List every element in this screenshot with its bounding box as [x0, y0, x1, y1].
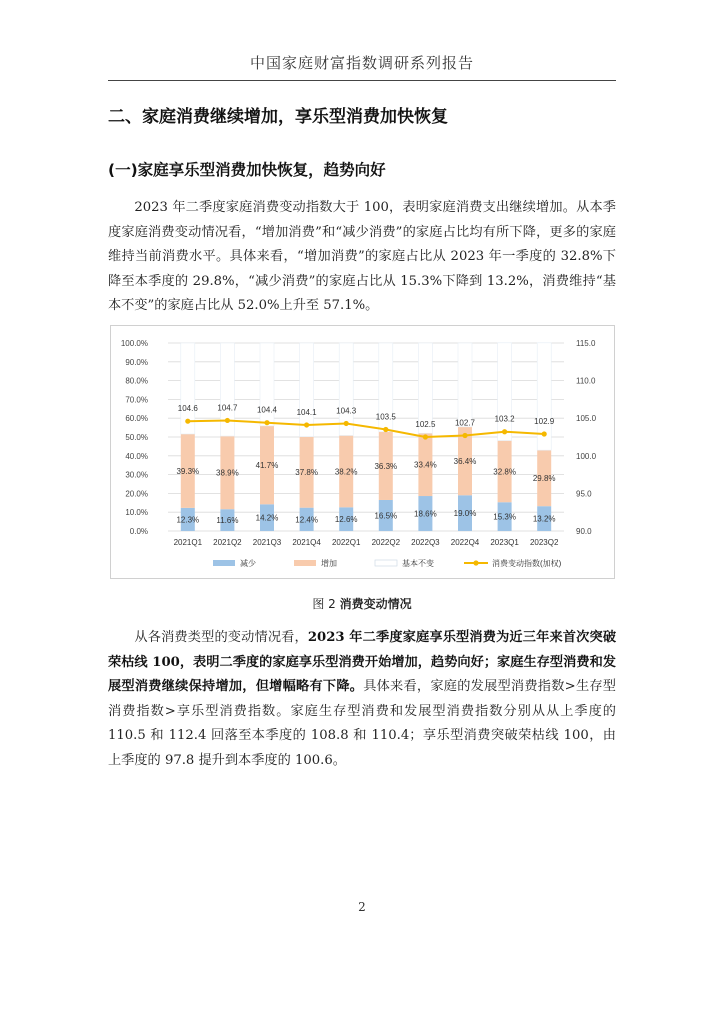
label-index: 104.7: [217, 403, 238, 413]
label-decrease: 13.2%: [532, 514, 556, 524]
legend-label: 基本不变: [402, 559, 434, 568]
y-right-tick-label: 105.0: [576, 414, 597, 424]
index-point: [542, 431, 547, 436]
label-decrease: 14.2%: [255, 513, 279, 523]
index-point: [383, 427, 388, 432]
figure-caption: [108, 595, 616, 612]
y-left-tick-label: 0.0%: [129, 527, 148, 536]
y-left-tick-label: 90.0%: [125, 357, 148, 367]
label-decrease: 15.3%: [493, 512, 516, 522]
y-left-tick-label: 50.0%: [125, 433, 148, 442]
y-right-tick-label: 100.0: [576, 451, 597, 461]
paragraph-2-bold: 2023 年二季度家庭享乐型消费为近三年来首次突破荣枯线 100，表明二季度的家庭享乐型消费开始增加，趋势向好；家庭生存型消费和发展型消费继续保持增加，但增幅略有下降。: [108, 630, 617, 694]
label-increase: 38.9%: [216, 468, 239, 478]
x-tick-label: 2021Q1: [173, 538, 203, 547]
index-point: [264, 420, 269, 425]
label-index: 103.2: [494, 414, 515, 424]
paragraph-2-lead: 从各消费类型的变动情况看，: [134, 630, 308, 645]
running-header: 中国家庭财富指数调研系列报告: [249, 54, 474, 72]
label-decrease: 18.6%: [414, 509, 437, 519]
bar-unchanged: [498, 343, 512, 441]
x-tick-label: 2023Q1: [490, 538, 519, 547]
label-decrease: 12.3%: [176, 515, 200, 525]
x-tick-label: 2022Q2: [371, 538, 401, 547]
y-right-tick-label: 90.0: [576, 527, 592, 536]
y-left-tick-label: 80.0%: [125, 376, 148, 386]
x-tick-label: 2021Q4: [292, 538, 321, 547]
bar-unchanged: [458, 343, 472, 427]
index-point: [304, 422, 309, 427]
y-right-tick-label: 115.0: [576, 339, 596, 348]
y-left-tick-label: 60.0%: [125, 414, 148, 424]
x-tick-label: 2022Q3: [411, 538, 440, 547]
section-heading: 二、家庭消费继续增加，享乐型消费加快恢复: [108, 107, 448, 127]
label-increase: 37.8%: [295, 468, 318, 478]
paragraph-2-rest: 具体来看，家庭的发展型消费指数>生存型消费指数>享乐型消费指数。家庭生存型消费和发展型消费指数分别从从上季度的 110.5 和 112.4 回落至本季度的 108.8 和 110.4；享乐型消费突破荣枯线 100，由上季度的 97.8 提升到本季度的 100.6。: [108, 679, 616, 768]
label-decrease: 16.5%: [374, 511, 398, 521]
legend-label: 消费变动指数(加权): [492, 559, 562, 568]
legend-label: 增加: [321, 559, 337, 568]
index-line: [188, 420, 544, 437]
y-right-tick-label: 110.0: [576, 376, 596, 386]
y-left-tick-label: 100.0%: [120, 339, 148, 348]
index-point: [185, 419, 190, 424]
label-increase: 39.3%: [176, 466, 200, 476]
y-left-tick-label: 10.0%: [125, 508, 148, 518]
label-index: 104.1: [296, 407, 317, 417]
label-increase: 38.2%: [334, 467, 358, 477]
consumption-change-chart: [110, 325, 615, 579]
label-index: 102.5: [415, 420, 436, 429]
label-index: 104.4: [256, 405, 278, 415]
y-left-tick-label: 40.0%: [125, 451, 148, 461]
legend-swatch: [375, 560, 397, 566]
legend-swatch: [213, 560, 235, 566]
label-decrease: 12.4%: [295, 515, 318, 525]
label-index: 104.3: [336, 406, 357, 416]
label-index: 102.7: [454, 418, 476, 428]
index-point: [502, 429, 507, 434]
y-right-tick-label: 95.0: [576, 489, 592, 499]
label-decrease: 19.0%: [453, 509, 477, 519]
index-point: [423, 434, 428, 439]
label-index: 102.9: [534, 416, 555, 426]
legend-label: 减少: [240, 559, 256, 568]
header-rule: [108, 80, 616, 81]
label-increase: 41.7%: [255, 461, 279, 471]
x-tick-label: 2022Q1: [331, 538, 361, 547]
label-index: 103.5: [375, 412, 396, 422]
index-point: [225, 418, 230, 423]
figure-title: 消费变动情况: [339, 597, 412, 611]
index-point: [462, 433, 467, 438]
label-decrease: 11.6%: [216, 516, 239, 526]
label-increase: 29.8%: [532, 474, 556, 484]
figure-number: 图 2: [312, 597, 336, 611]
y-left-tick-label: 30.0%: [125, 470, 148, 480]
y-left-tick-label: 20.0%: [125, 489, 148, 499]
index-point: [344, 421, 349, 426]
x-tick-label: 2021Q3: [252, 538, 282, 547]
x-tick-label: 2023Q2: [529, 538, 559, 547]
label-index: 104.6: [177, 404, 198, 414]
label-decrease: 12.6%: [334, 515, 358, 525]
chart-svg: [111, 326, 614, 578]
x-tick-label: 2021Q2: [213, 538, 242, 547]
page-number: 2: [358, 900, 366, 914]
legend-swatch: [294, 560, 316, 566]
legend-line-marker: [473, 560, 478, 565]
label-increase: 33.4%: [414, 460, 437, 470]
x-tick-label: 2022Q4: [450, 538, 480, 547]
paragraph-2: [108, 626, 616, 773]
y-left-tick-label: 70.0%: [125, 395, 148, 405]
label-increase: 36.3%: [374, 461, 398, 471]
subsection-heading: (一)家庭享乐型消费加快恢复，趋势向好: [108, 161, 386, 179]
label-increase: 36.4%: [453, 457, 477, 467]
label-increase: 32.8%: [493, 467, 516, 477]
paragraph-1: 2023 年二季度家庭消费变动指数大于 100，表明家庭消费支出继续增加。从本季度家庭消费变动情况看，“增加消费”和“减少消费”的家庭占比均有所下降，更多的家庭维持当前消费水平。具体来看，“增加消费”的家庭占比从 2023 年一季度的 32.8%下降至本季度的 29.8%，“减少消费”的家庭占比从 15.3%下降到 13.2%，消费维持“基本不变”的家庭占比从 52.0%上升至 57.1%。: [108, 200, 616, 313]
